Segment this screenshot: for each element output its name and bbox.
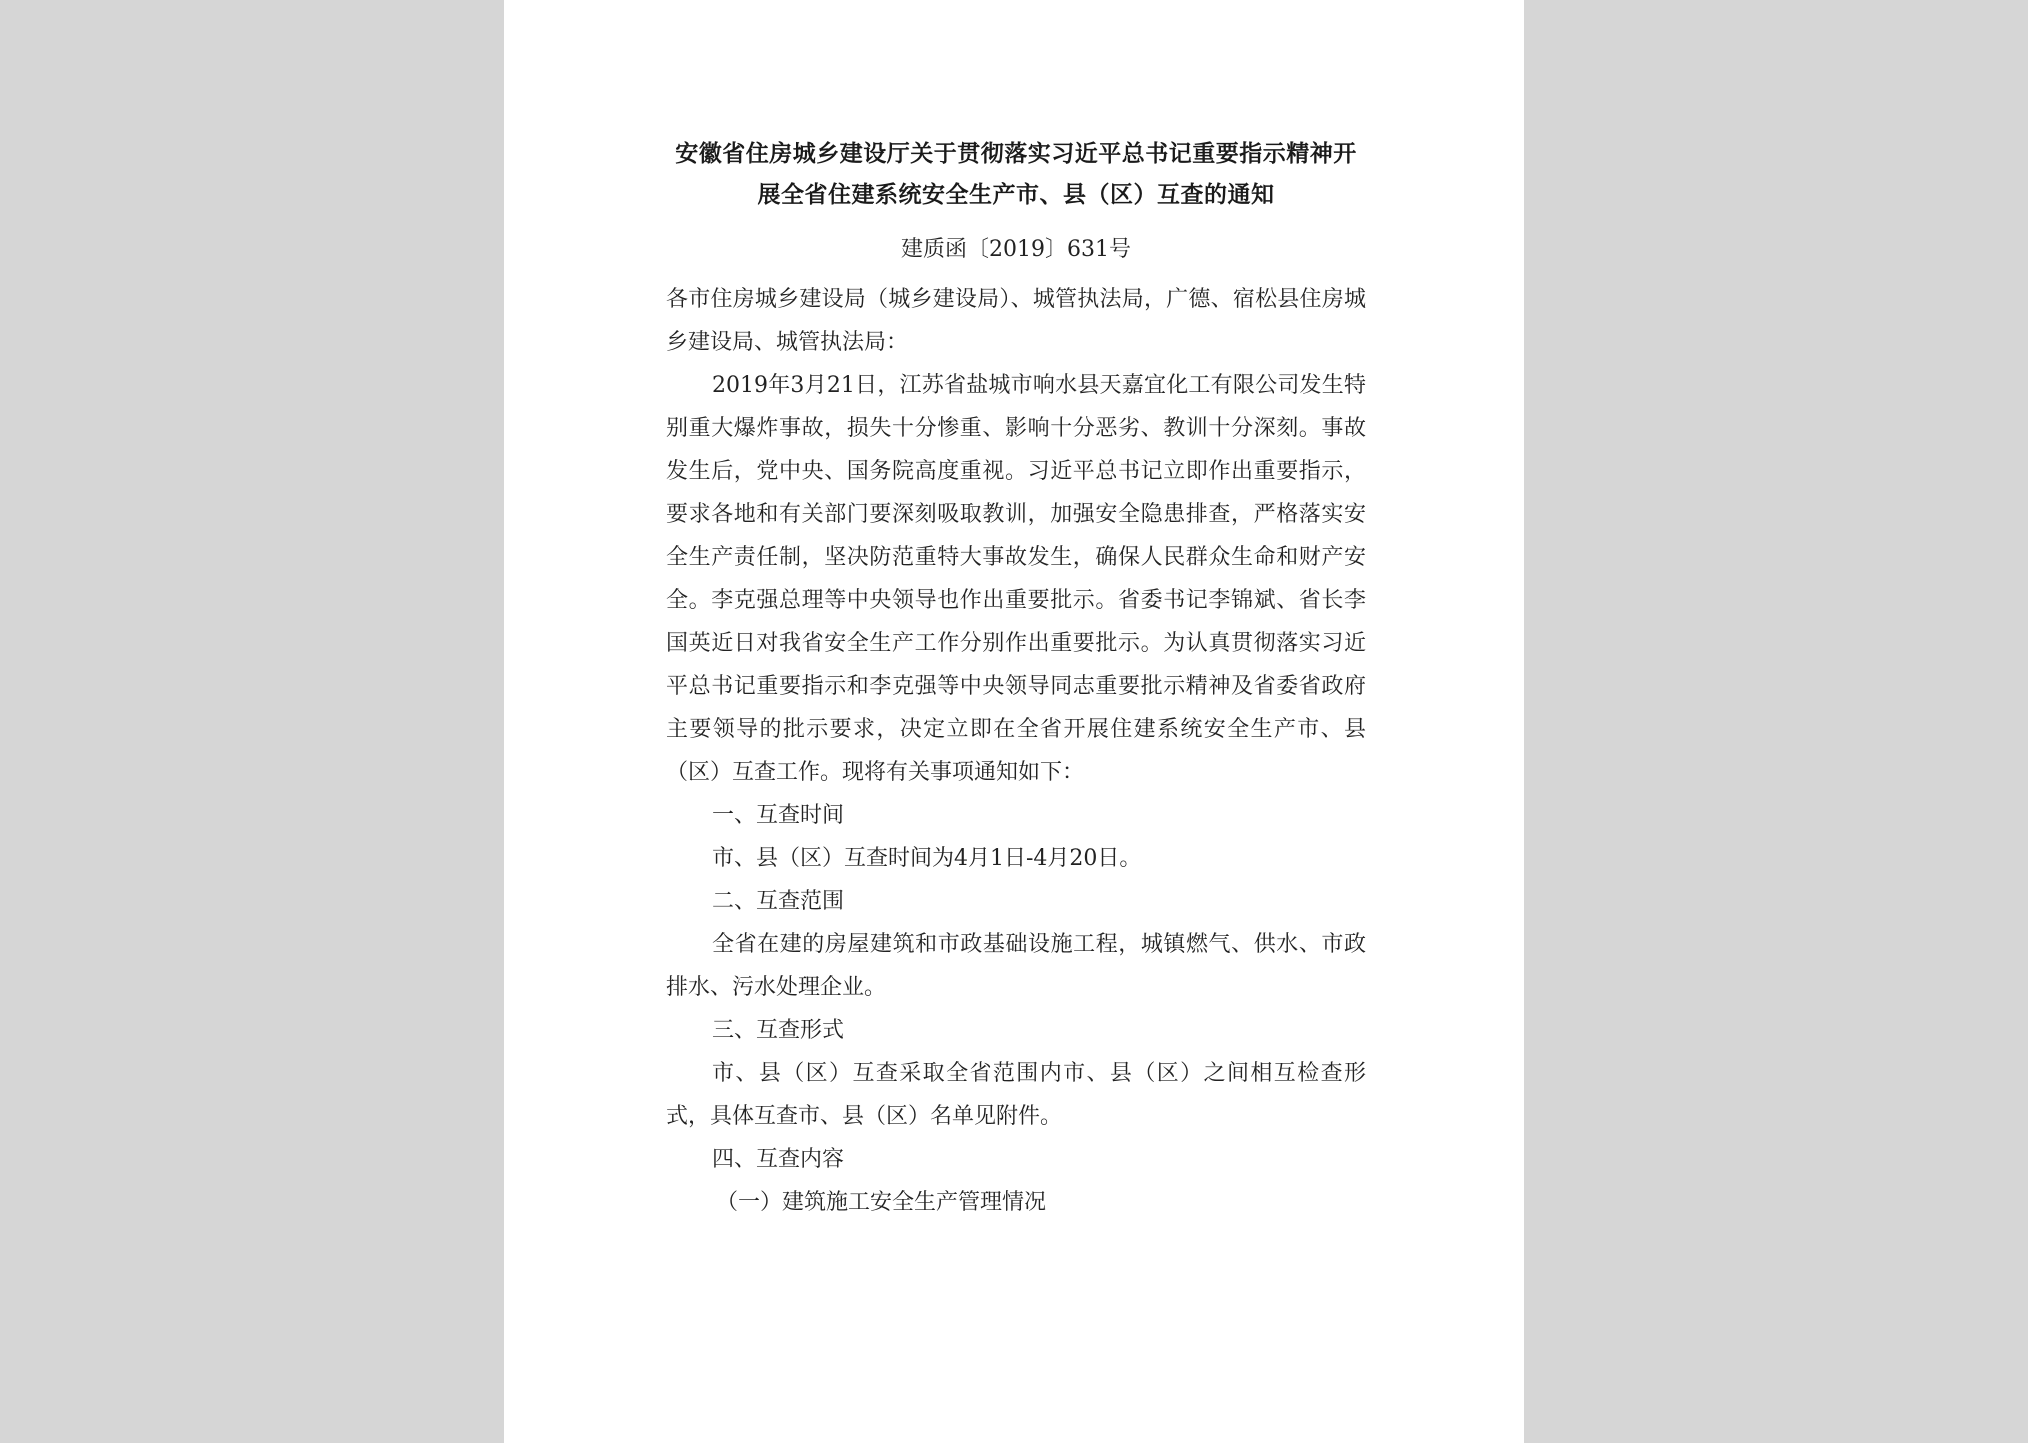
section-heading-content: 四、互查内容 (712, 1147, 845, 1172)
intro-paragraph: 2019年3月21日，江苏省盐城市响水县天嘉宜化工有限公司发生特别重大爆炸事故，损失十分惨重、影响十分恶劣、教训十分深刻。事故发生后，党中央、国务院高度重视。习近平总书记立即作出重要指示，要求各地和有关部门要深刻吸取教训，加强安全隐患排查，严格落实安全生产责任制，坚决防范重特大事故发生，确保人民群众生命和财产安全。李克强总理等中央领导也作出重要批示。省委书记李锦斌、省长李国英近日对我省安全生产工作分别作出重要批示。为认真贯彻落实习近平总书记重要指示和李克强等中央领导同志重要批示精神及省委省政府主要领导的批示要求，决定立即在全省开展住建系统安全生产市、县（区）互查工作。现将有关事项通知如下： (666, 373, 1366, 785)
section-body-scope: 全省在建的房屋建筑和市政基础设施工程，城镇燃气、供水、市政排水、污水处理企业。 (666, 932, 1366, 1000)
title-line-1: 安徽省住房城乡建设厅关于贯彻落实习近平总书记重要指示精神开 (675, 141, 1357, 167)
title-line-2: 展全省住建系统安全生产市、县（区）互查的通知 (757, 182, 1275, 208)
page-content (666, 134, 1366, 1224)
section-heading-form: 三、互查形式 (712, 1018, 845, 1043)
document-title (666, 134, 1366, 216)
salutation: 各市住房城乡建设局（城乡建设局）、城管执法局，广德、宿松县住房城乡建设局、城管执法局： (666, 287, 1366, 355)
subsection-construction-safety: （一）建筑施工安全生产管理情况 (716, 1190, 1047, 1215)
document-number: 建质函〔2019〕631号 (901, 237, 1131, 262)
section-heading-time: 一、互查时间 (712, 803, 845, 828)
section-body-form: 市、县（区）互查采取全省范围内市、县（区）之间相互检查形式，具体互查市、县（区）名单见附件。 (666, 1061, 1366, 1129)
section-body-time: 市、县（区）互查时间为4月1日-4月20日。 (712, 846, 1142, 871)
document-page (504, 0, 1524, 1443)
section-heading-scope: 二、互查范围 (712, 889, 845, 914)
